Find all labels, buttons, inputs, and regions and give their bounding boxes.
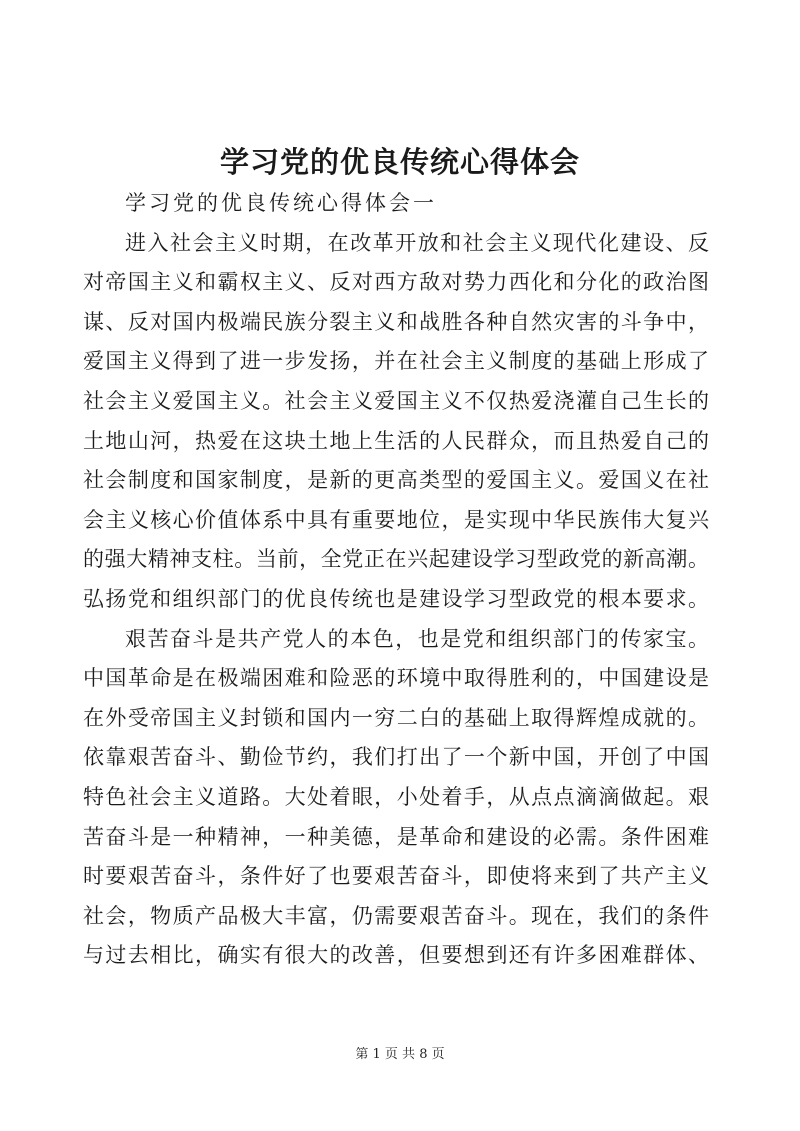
paragraph bbox=[83, 620, 709, 976]
text-line: 进入社会主义时期，在改革开放和社会主义现代化建设、反 bbox=[125, 230, 709, 255]
text-line: 谋、反对国内极端民族分裂主义和战胜各种自然灾害的斗争中， bbox=[83, 309, 709, 334]
text-line: 时要艰苦奋斗，条件好了也要艰苦奋斗，即使将来到了共产主义 bbox=[83, 864, 709, 889]
paragraphs bbox=[83, 224, 709, 976]
section-subtitle: 学习党的优良传统心得体会一 bbox=[125, 191, 437, 215]
text-line: 土地山河，热爱在这块土地上生活的人民群众，而且热爱自己的 bbox=[83, 428, 709, 453]
page-footer: 第 1 页 共 8 页 bbox=[355, 1047, 445, 1062]
text-line: 艰苦奋斗是共产党人的本色，也是党和组织部门的传家宝。 bbox=[125, 626, 709, 651]
document-body bbox=[83, 184, 709, 976]
text-line: 特色社会主义道路。大处着眼，小处着手，从点点滴滴做起。艰 bbox=[83, 784, 709, 809]
document-title: 学习党的优良传统心得体会 bbox=[219, 145, 580, 179]
paragraph bbox=[83, 224, 709, 620]
text-line: 与过去相比，确实有很大的改善，但要想到还有许多困难群体、 bbox=[83, 943, 709, 968]
text-line: 依靠艰苦奋斗、勤俭节约，我们打出了一个新中国，开创了中国 bbox=[83, 745, 709, 770]
text-line: 社会主义爱国主义。社会主义爱国主义不仅热爱浇灌自己生长的 bbox=[83, 388, 709, 413]
text-line: 苦奋斗是一种精神，一种美德，是革命和建设的必需。条件困难 bbox=[83, 824, 709, 849]
text-line: 的强大精神支柱。当前，全党正在兴起建设学习型政党的新高潮。 bbox=[83, 547, 709, 572]
text-line: 爱国主义得到了进一步发扬，并在社会主义制度的基础上形成了 bbox=[83, 349, 709, 374]
text-line: 在外受帝国主义封锁和国内一穷二白的基础上取得辉煌成就的。 bbox=[83, 705, 709, 730]
text-line: 中国革命是在极端困难和险恶的环境中取得胜利的，中国建设是 bbox=[83, 666, 709, 691]
text-line: 社会制度和国家制度，是新的更高类型的爱国主义。爱国义在社 bbox=[83, 468, 709, 493]
text-line: 社会，物质产品极大丰富，仍需要艰苦奋斗。现在，我们的条件 bbox=[83, 903, 709, 928]
text-line: 对帝国主义和霸权主义、反对西方敌对势力西化和分化的政治图 bbox=[83, 270, 709, 295]
text-line: 会主义核心价值体系中具有重要地位，是实现中华民族伟大复兴 bbox=[83, 507, 709, 532]
text-line: 弘扬党和组织部门的优良传统也是建设学习型政党的根本要求。 bbox=[83, 586, 709, 611]
